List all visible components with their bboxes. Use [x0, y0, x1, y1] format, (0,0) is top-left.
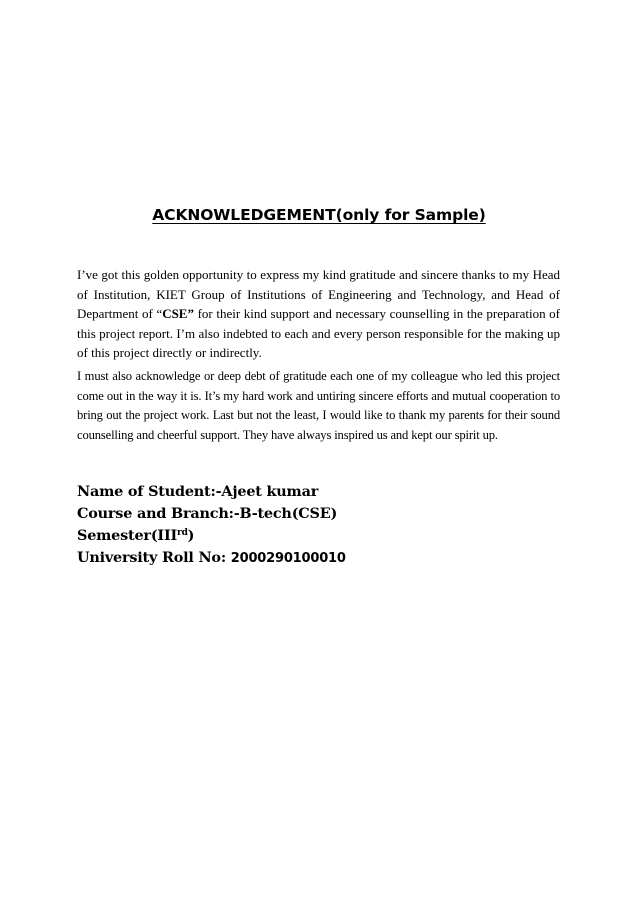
university-roll-number: [77, 547, 557, 570]
semester-suffix: ): [187, 527, 195, 544]
page-title: ACKNOWLEDGEMENT(only for Sample): [152, 206, 486, 224]
paragraph-1-bold-cse: CSE”: [162, 306, 194, 322]
roll-value: 2000290100010: [230, 551, 346, 566]
paragraph-1-text-b: for their kind support and necessary counselling in the preparation of this project report. I’m also indebted to each and every person responsible for the making up of this project directly or indirectly.: [77, 306, 561, 361]
paragraph-1-text-a: I’ve got this golden opportunity to express my kind gratitude and sincere thanks to my Head of Institution, KIET Group of Institutions of Engineering and Technology, and Head of Department of “: [77, 267, 560, 322]
semester: [77, 525, 557, 547]
roll-label: University Roll No:: [77, 549, 231, 566]
student-name: Name of Student:-Ajeet kumar: [77, 483, 319, 500]
acknowledgement-paragraph-2: I must also acknowledge or deep debt of gratitude each one of my colleague who led this project come out in the way it is. It’s my hard work and untiring sincere efforts and mutual cooperation to bring out the project work. Last but not the least, I would like to thank my parents for their sound counselling and cheerful support. They have always inspired us and kept our spirit up.: [77, 369, 560, 442]
semester-prefix: Semester(III: [77, 527, 178, 544]
semester-superscript: rd: [177, 528, 188, 538]
course-branch: Course and Branch:-B-tech(CSE): [77, 505, 338, 522]
acknowledgement-paragraph-1: [77, 265, 560, 363]
student-details: [77, 481, 557, 570]
